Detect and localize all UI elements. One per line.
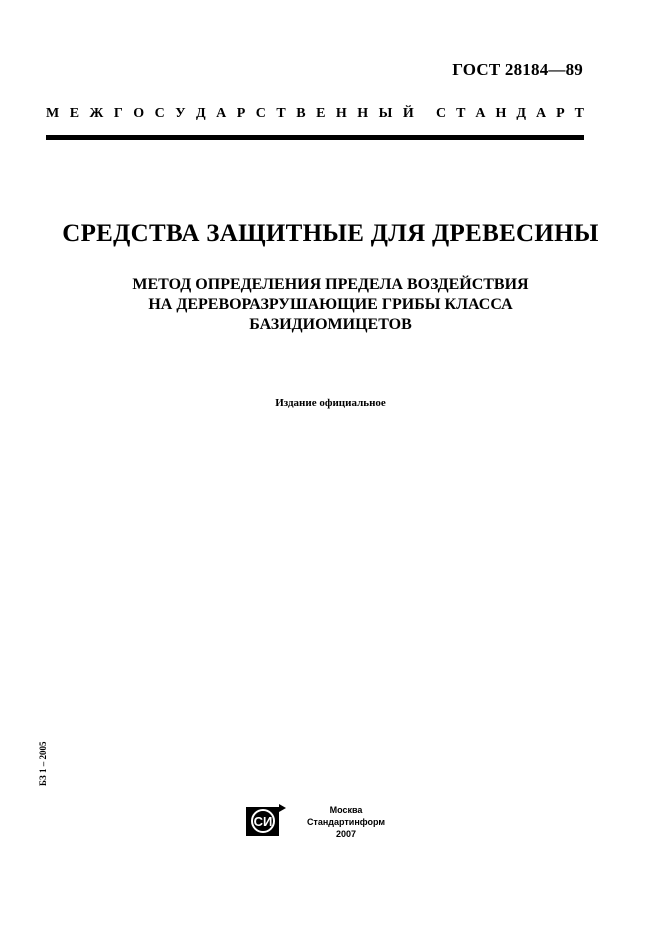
subtitle-line: БАЗИДИОМИЦЕТОВ [249,316,412,333]
header-rule [46,135,584,140]
subtitle-line: МЕТОД ОПРЕДЕЛЕНИЯ ПРЕДЕЛА ВОЗДЕЙСТВИЯ [132,276,529,293]
gost-number: ГОСТ 28184—89 [452,60,583,79]
publisher-block [306,804,386,840]
standartinform-logo-icon [246,804,286,838]
subtitle-line: НА ДЕРЕВОРАЗРУШАЮЩИЕ ГРИБЫ КЛАССА [148,296,513,313]
interstate-standard-label [46,106,584,122]
document-title: СРЕДСТВА ЗАЩИТНЫЕ ДЛЯ ДРЕВЕСИНЫ [62,220,599,247]
side-code: БЗ 1 – 2005 [38,741,48,786]
standard-word: С Т А Н Д А Р Т [436,106,584,121]
document-subtitle [0,275,661,335]
logo-text: СИ [253,814,273,829]
publisher-year: 2007 [335,829,357,839]
interstate-word: М Е Ж Г О С У Д А Р С Т В Е Н Н Ы Й [46,106,414,121]
edition-note: Издание официальное [275,397,386,409]
publisher-city: Москва [329,805,363,815]
publisher-name: Стандартинформ [306,817,386,827]
